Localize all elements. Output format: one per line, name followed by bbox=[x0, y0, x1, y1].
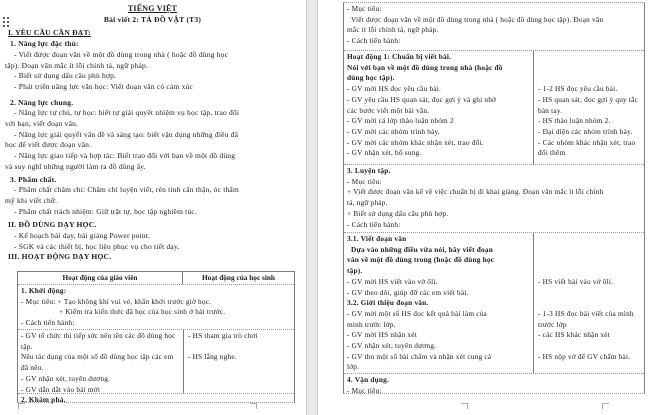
table-row bbox=[18, 329, 294, 393]
table-row bbox=[18, 285, 294, 329]
text-line: - HS lắng nghe. bbox=[188, 352, 237, 362]
text-line: Nói với bạn về một đồ dùng trong nhà (hoặc đồ bbox=[347, 62, 503, 72]
text-line: - GV dẫn dắt vào bài mới bbox=[21, 384, 101, 393]
text-line: 3.1. Viết đoạn văn bbox=[347, 234, 407, 243]
text-line: Nêu tác dụng của một số đồ dùng học tập các em bbox=[21, 352, 174, 362]
text-line: - 1-2 HS đọc yêu cầu bài. bbox=[538, 84, 618, 94]
text-line: - Mục tiêu: bbox=[347, 176, 382, 186]
text-line: đã nêu. bbox=[21, 363, 44, 373]
text-line: - GV nhận xét, tuyên dương. bbox=[347, 341, 437, 351]
col-header-teacher: Hoạt động của giáo viên bbox=[18, 272, 183, 284]
text-line: các bước viết một bài văn. bbox=[347, 105, 430, 115]
text-line: - GV tổ chức thi tiếp sức nêu tên các đồ dùng học bbox=[21, 331, 176, 340]
text-line: 1. Năng lực đặc thù: bbox=[10, 39, 79, 49]
text-line: dùng học tập). bbox=[347, 73, 395, 83]
lesson-header-text bbox=[5, 4, 300, 263]
text-line: trước lớp bbox=[538, 319, 567, 329]
text-line: - Mục tiêu: bbox=[347, 385, 382, 395]
teacher-activities-cell bbox=[344, 51, 534, 164]
text-line: - HS nộp vở để GV chấm bài. bbox=[538, 351, 631, 361]
text-line: - Cách tiến hành: bbox=[347, 36, 401, 46]
text-line: 3.2. Giới thiệu đoạn văn. bbox=[347, 298, 429, 308]
text-line: - GV mời HS đọc yêu cầu bài. bbox=[347, 84, 442, 94]
text-line: - Đại diện các nhóm trình bày. bbox=[538, 126, 633, 136]
text-line: - HS viết bài vào vở ôli. bbox=[538, 276, 614, 286]
text-line: TIẾNG VIỆT bbox=[127, 4, 178, 13]
text-line: tập. bbox=[21, 341, 33, 351]
text-line: - các HS khác nhận xét bbox=[538, 330, 610, 340]
text-line: - Phát triển năng lực văn học: Viết đoạn văn có cảm xúc bbox=[14, 81, 194, 91]
text-line: đổi thêm bbox=[538, 148, 566, 158]
text-line: + Viết được đoạn văn kể về việc chuẩn bị đi khai giảng. Đoạn văn mắc ít lỗi chính bbox=[347, 187, 604, 197]
text-line: - SGK và các thiết bị, học liệu phục vụ cho tiết dạy. bbox=[14, 241, 180, 251]
text-line: III. HOẠT ĐỘNG DẠY HỌC. bbox=[8, 252, 112, 262]
text-line: 3. Phẩm chất. bbox=[10, 174, 57, 184]
text-boundary-mark bbox=[250, 403, 257, 409]
table-row bbox=[344, 164, 644, 232]
text-line: - GV mời cả lớp thảo luận nhóm 2 bbox=[347, 116, 454, 126]
text-line: - GV nhận xét, tuyên dương. bbox=[21, 373, 111, 383]
text-boundary-mark bbox=[602, 403, 609, 409]
table-row bbox=[344, 232, 644, 373]
text-line: - Phẩm chất chăm chỉ: Chăm chỉ luyện viết, rèn tính cẩn thận, óc thẩm bbox=[14, 185, 239, 195]
text-line: minh trước lớp. bbox=[347, 319, 396, 329]
text-line: - Năng lực tự chủ, tự học: biết tự giải quyết nhiệm vụ học tập, trao đổi bbox=[14, 108, 240, 118]
table-header-row bbox=[18, 272, 294, 285]
teacher-activities-cell bbox=[344, 233, 534, 373]
text-line: - HS thảo luận nhóm 2. bbox=[538, 116, 611, 126]
text-line: Hoạt động 1: Chuẩn bị viết bài. bbox=[347, 52, 452, 61]
text-line: - HS quan sát, đọc gợi ý quy tắc bbox=[538, 94, 639, 104]
text-line: - 1-3 HS đọc bài viết của mình bbox=[538, 308, 634, 318]
text-line: với bạn, viết đoạn văn. bbox=[5, 119, 79, 129]
col-header-student: Hoạt động của học sinh bbox=[202, 273, 275, 282]
text-line: + Kiểm tra kiến thức đã học của học sinh ở bài trước. bbox=[59, 307, 226, 317]
text-line: lớp. bbox=[347, 362, 360, 372]
text-line: - GV mời một số HS đọc kết quả bài làm của bbox=[347, 308, 488, 318]
text-line: 4. Vận dụng. bbox=[347, 375, 390, 384]
text-line: tả, ngữ pháp. bbox=[347, 198, 388, 208]
text-line: tập). bbox=[347, 266, 363, 276]
text-line: - GV yêu cầu HS quan sát, đọc gợi ý và ghi nhớ bbox=[347, 94, 497, 104]
text-line: - Năng lực giải quyết vấn đề và sáng tạo: biết vận dụng những điều đã bbox=[14, 129, 239, 139]
text-line: - GV thu một số bài chấm và nhận xét cung cả bbox=[347, 351, 492, 361]
text-line: - GV theo dõi, giúp đỡ các em viết bài. bbox=[347, 287, 469, 297]
page-2 bbox=[317, 0, 650, 415]
text-line: - GV nhận xét, bổ sung. bbox=[347, 148, 422, 158]
activities-table-page1 bbox=[17, 271, 295, 403]
text-line: - Cách tiến hành: bbox=[21, 318, 75, 328]
text-line: - Biết sử dụng dấu câu phù hợp. bbox=[14, 71, 117, 81]
text-line: bàn tay. bbox=[538, 105, 563, 115]
text-line: - HS tham gia trò chơi bbox=[188, 331, 258, 340]
student-activities-cell bbox=[534, 233, 644, 373]
text-line: 1. Khởi động: bbox=[21, 286, 67, 295]
text-line: văn về một đồ dùng trong (hoặc đồ dùng học bbox=[347, 255, 495, 265]
text-line: - Các nhóm khác nhận xét, trao bbox=[538, 137, 636, 147]
student-activities-cell bbox=[534, 51, 644, 164]
text-line: 2. Năng lực chung. bbox=[10, 97, 74, 107]
text-line: - Phẩm chất trách nhiệm: Giữ trật tự, học tập nghiêm túc. bbox=[14, 206, 198, 216]
text-line: - Kế hoạch bài dạy, bài giảng Power point. bbox=[14, 231, 151, 241]
teacher-activities-cell bbox=[18, 330, 184, 393]
table-row bbox=[344, 373, 644, 395]
text-line: - Mục tiêu: + Tạo không khí vui vẻ, khấn khởi trước giờ học. bbox=[21, 296, 212, 306]
table-row bbox=[344, 3, 644, 50]
text-line: 3. Luyện tập. bbox=[347, 166, 391, 175]
text-line: - Cách tiến hành: bbox=[347, 219, 401, 229]
student-activities-cell bbox=[184, 330, 294, 393]
text-boundary-mark bbox=[18, 403, 25, 409]
text-line: tập). Đoạn văn mắc ít lỗi chính tả, ngữ pháp. bbox=[5, 60, 149, 70]
text-line: - GV mời HS viết vào vở ôli. bbox=[347, 276, 438, 286]
text-line: mỹ khi viết chữ. bbox=[5, 195, 58, 205]
text-line: 2. Khám phá. bbox=[21, 395, 66, 404]
text-line: Viết được đoạn văn về một đồ dùng trong nhà ( hoặc đồ dùng học tập). Đoạn văn bbox=[351, 14, 604, 24]
text-line: mắc ít lỗi chính tả, ngữ pháp. bbox=[347, 25, 439, 35]
text-line: + Biết sử dụng dấu câu phù hợp. bbox=[347, 208, 449, 218]
text-boundary-mark bbox=[461, 403, 468, 409]
text-line: I. YÊU CẦU CẦN ĐẠT: bbox=[8, 28, 91, 38]
text-line: học để viết được đoạn văn. bbox=[5, 140, 92, 150]
text-line: Bài viết 2: TẢ ĐỒ VẬT (T3) bbox=[103, 14, 202, 24]
text-line: - GV mời HS nhận xét bbox=[347, 330, 417, 340]
text-line: - Năng lực giao tiếp và hợp tác: Biết trao đổi với bạn về một đồ dùng bbox=[14, 151, 236, 161]
text-line: - GV mời các nhóm khác nhận xét, trao đổi. bbox=[347, 137, 484, 147]
text-line: và suy nghĩ những người làm ra đồ dùng ấy. bbox=[5, 161, 146, 171]
activities-table-page2 bbox=[343, 2, 645, 394]
table-row bbox=[344, 50, 644, 164]
text-line: - Mục tiêu: bbox=[347, 4, 382, 13]
text-line: - GV mời các nhóm trình bày. bbox=[347, 126, 440, 136]
text-line: Dựa vào những điều vừa nói, hãy viết đoạn bbox=[351, 244, 493, 254]
page-1 bbox=[0, 0, 307, 415]
text-line: - Viết được đoạn văn về một đồ dùng trong nhà ( hoặc đồ dùng học bbox=[14, 49, 229, 59]
text-line: II. ĐỒ DÙNG DẠY HỌC. bbox=[8, 220, 97, 230]
